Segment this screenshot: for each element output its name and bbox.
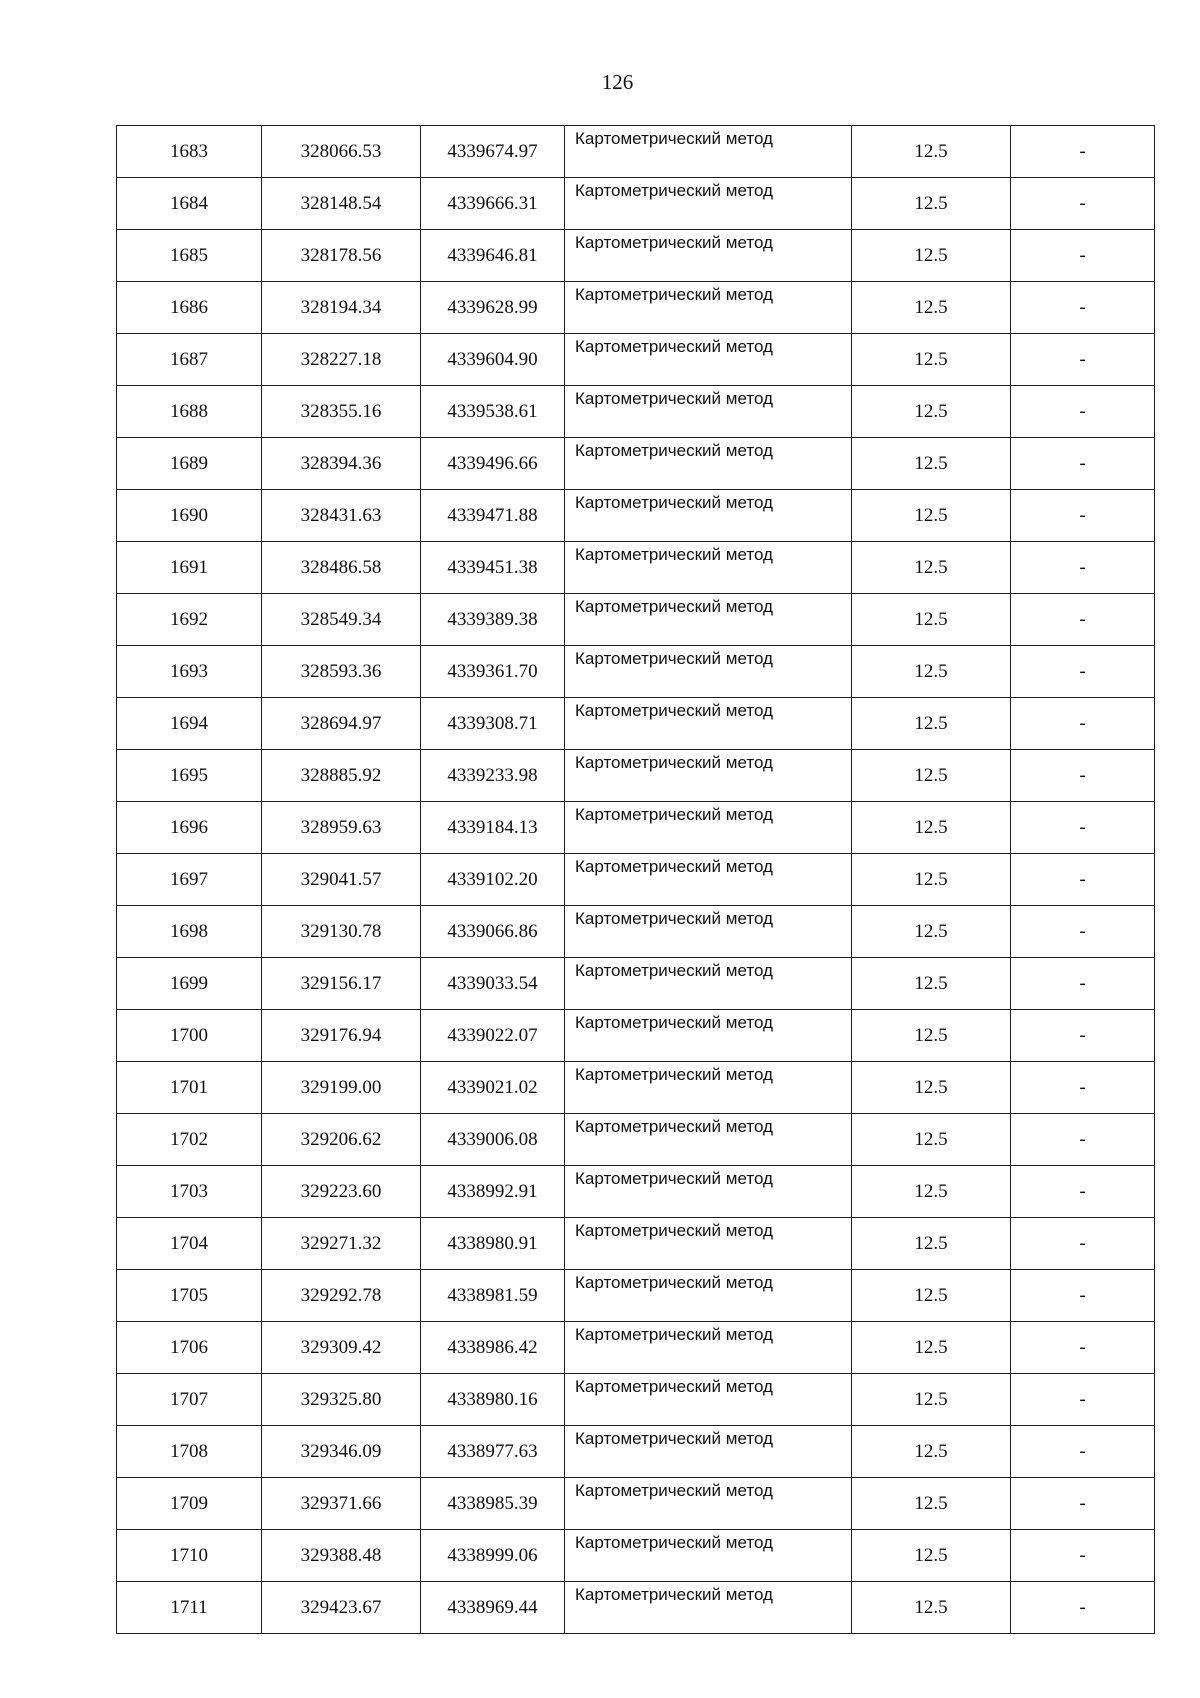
x-coordinate-cell: 328486.58	[262, 542, 421, 594]
accuracy-cell: 12.5	[852, 438, 1011, 490]
point-number-cell: 1694	[117, 698, 262, 750]
point-number-cell: 1700	[117, 1010, 262, 1062]
method-cell: Картометрический метод	[565, 1010, 852, 1062]
table-row	[117, 854, 1155, 906]
point-number-cell: 1685	[117, 230, 262, 282]
accuracy-cell: 12.5	[852, 698, 1011, 750]
x-coordinate-cell: 328593.36	[262, 646, 421, 698]
point-number-cell: 1710	[117, 1530, 262, 1582]
x-coordinate-cell: 329271.32	[262, 1218, 421, 1270]
accuracy-cell: 12.5	[852, 1322, 1011, 1374]
method-cell: Картометрический метод	[565, 1218, 852, 1270]
point-number-cell: 1704	[117, 1218, 262, 1270]
accuracy-cell: 12.5	[852, 490, 1011, 542]
x-coordinate-cell: 329371.66	[262, 1478, 421, 1530]
point-number-cell: 1688	[117, 386, 262, 438]
x-coordinate-cell: 328355.16	[262, 386, 421, 438]
x-coordinate-cell: 328959.63	[262, 802, 421, 854]
y-coordinate-cell: 4338980.91	[421, 1218, 565, 1270]
note-cell: -	[1011, 750, 1155, 802]
x-coordinate-cell: 329292.78	[262, 1270, 421, 1322]
method-cell: Картометрический метод	[565, 1270, 852, 1322]
y-coordinate-cell: 4339006.08	[421, 1114, 565, 1166]
x-coordinate-cell: 329041.57	[262, 854, 421, 906]
table-row	[117, 958, 1155, 1010]
method-cell: Картометрический метод	[565, 178, 852, 230]
table-row	[117, 1218, 1155, 1270]
note-cell: -	[1011, 334, 1155, 386]
point-number-cell: 1695	[117, 750, 262, 802]
accuracy-cell: 12.5	[852, 1114, 1011, 1166]
note-cell: -	[1011, 958, 1155, 1010]
y-coordinate-cell: 4339022.07	[421, 1010, 565, 1062]
y-coordinate-cell: 4338985.39	[421, 1478, 565, 1530]
x-coordinate-cell: 329346.09	[262, 1426, 421, 1478]
x-coordinate-cell: 329388.48	[262, 1530, 421, 1582]
note-cell: -	[1011, 230, 1155, 282]
x-coordinate-cell: 328885.92	[262, 750, 421, 802]
note-cell: -	[1011, 594, 1155, 646]
x-coordinate-cell: 329156.17	[262, 958, 421, 1010]
table-row	[117, 1374, 1155, 1426]
note-cell: -	[1011, 646, 1155, 698]
method-cell: Картометрический метод	[565, 126, 852, 178]
y-coordinate-cell: 4338986.42	[421, 1322, 565, 1374]
point-number-cell: 1689	[117, 438, 262, 490]
method-cell: Картометрический метод	[565, 1478, 852, 1530]
x-coordinate-cell: 328178.56	[262, 230, 421, 282]
point-number-cell: 1706	[117, 1322, 262, 1374]
y-coordinate-cell: 4339308.71	[421, 698, 565, 750]
point-number-cell: 1693	[117, 646, 262, 698]
x-coordinate-cell: 329325.80	[262, 1374, 421, 1426]
accuracy-cell: 12.5	[852, 854, 1011, 906]
method-cell: Картометрический метод	[565, 1530, 852, 1582]
accuracy-cell: 12.5	[852, 958, 1011, 1010]
x-coordinate-cell: 329206.62	[262, 1114, 421, 1166]
accuracy-cell: 12.5	[852, 1270, 1011, 1322]
method-cell: Картометрический метод	[565, 1582, 852, 1634]
method-cell: Картометрический метод	[565, 698, 852, 750]
table-row	[117, 230, 1155, 282]
accuracy-cell: 12.5	[852, 750, 1011, 802]
accuracy-cell: 12.5	[852, 646, 1011, 698]
accuracy-cell: 12.5	[852, 1062, 1011, 1114]
y-coordinate-cell: 4339604.90	[421, 334, 565, 386]
method-cell: Картометрический метод	[565, 1114, 852, 1166]
accuracy-cell: 12.5	[852, 1218, 1011, 1270]
method-cell: Картометрический метод	[565, 1374, 852, 1426]
note-cell: -	[1011, 126, 1155, 178]
method-cell: Картометрический метод	[565, 802, 852, 854]
table-row	[117, 1062, 1155, 1114]
accuracy-cell: 12.5	[852, 230, 1011, 282]
accuracy-cell: 12.5	[852, 1582, 1011, 1634]
table-row	[117, 178, 1155, 230]
y-coordinate-cell: 4339471.88	[421, 490, 565, 542]
table-row	[117, 750, 1155, 802]
point-number-cell: 1709	[117, 1478, 262, 1530]
y-coordinate-cell: 4338981.59	[421, 1270, 565, 1322]
y-coordinate-cell: 4339496.66	[421, 438, 565, 490]
point-number-cell: 1687	[117, 334, 262, 386]
x-coordinate-cell: 329309.42	[262, 1322, 421, 1374]
method-cell: Картометрический метод	[565, 490, 852, 542]
accuracy-cell: 12.5	[852, 386, 1011, 438]
point-number-cell: 1701	[117, 1062, 262, 1114]
table-row	[117, 542, 1155, 594]
y-coordinate-cell: 4339674.97	[421, 126, 565, 178]
point-number-cell: 1705	[117, 1270, 262, 1322]
table-row	[117, 490, 1155, 542]
accuracy-cell: 12.5	[852, 594, 1011, 646]
note-cell: -	[1011, 438, 1155, 490]
x-coordinate-cell: 328431.63	[262, 490, 421, 542]
point-number-cell: 1686	[117, 282, 262, 334]
table-row	[117, 906, 1155, 958]
point-number-cell: 1696	[117, 802, 262, 854]
table-row	[117, 438, 1155, 490]
x-coordinate-cell: 329199.00	[262, 1062, 421, 1114]
note-cell: -	[1011, 282, 1155, 334]
y-coordinate-cell: 4339666.31	[421, 178, 565, 230]
method-cell: Картометрический метод	[565, 282, 852, 334]
accuracy-cell: 12.5	[852, 1426, 1011, 1478]
table-row	[117, 282, 1155, 334]
accuracy-cell: 12.5	[852, 1010, 1011, 1062]
y-coordinate-cell: 4338977.63	[421, 1426, 565, 1478]
y-coordinate-cell: 4339361.70	[421, 646, 565, 698]
x-coordinate-cell: 328227.18	[262, 334, 421, 386]
table-row	[117, 1114, 1155, 1166]
note-cell: -	[1011, 178, 1155, 230]
y-coordinate-cell: 4339066.86	[421, 906, 565, 958]
y-coordinate-cell: 4338969.44	[421, 1582, 565, 1634]
note-cell: -	[1011, 854, 1155, 906]
note-cell: -	[1011, 802, 1155, 854]
x-coordinate-cell: 328549.34	[262, 594, 421, 646]
point-number-cell: 1690	[117, 490, 262, 542]
method-cell: Картометрический метод	[565, 594, 852, 646]
table-row	[117, 334, 1155, 386]
accuracy-cell: 12.5	[852, 542, 1011, 594]
accuracy-cell: 12.5	[852, 282, 1011, 334]
note-cell: -	[1011, 1270, 1155, 1322]
table-row	[117, 594, 1155, 646]
table-row	[117, 1478, 1155, 1530]
point-number-cell: 1702	[117, 1114, 262, 1166]
accuracy-cell: 12.5	[852, 1374, 1011, 1426]
y-coordinate-cell: 4339389.38	[421, 594, 565, 646]
accuracy-cell: 12.5	[852, 1530, 1011, 1582]
point-number-cell: 1684	[117, 178, 262, 230]
method-cell: Картометрический метод	[565, 646, 852, 698]
y-coordinate-cell: 4338980.16	[421, 1374, 565, 1426]
accuracy-cell: 12.5	[852, 334, 1011, 386]
point-number-cell: 1711	[117, 1582, 262, 1634]
note-cell: -	[1011, 1374, 1155, 1426]
point-number-cell: 1683	[117, 126, 262, 178]
note-cell: -	[1011, 1062, 1155, 1114]
x-coordinate-cell: 329223.60	[262, 1166, 421, 1218]
x-coordinate-cell: 328194.34	[262, 282, 421, 334]
point-number-cell: 1698	[117, 906, 262, 958]
coordinates-table	[116, 125, 1155, 1634]
accuracy-cell: 12.5	[852, 1166, 1011, 1218]
y-coordinate-cell: 4338992.91	[421, 1166, 565, 1218]
note-cell: -	[1011, 1166, 1155, 1218]
accuracy-cell: 12.5	[852, 1478, 1011, 1530]
y-coordinate-cell: 4338999.06	[421, 1530, 565, 1582]
y-coordinate-cell: 4339628.99	[421, 282, 565, 334]
method-cell: Картометрический метод	[565, 1062, 852, 1114]
method-cell: Картометрический метод	[565, 906, 852, 958]
note-cell: -	[1011, 906, 1155, 958]
accuracy-cell: 12.5	[852, 178, 1011, 230]
y-coordinate-cell: 4339646.81	[421, 230, 565, 282]
method-cell: Картометрический метод	[565, 1322, 852, 1374]
x-coordinate-cell: 328394.36	[262, 438, 421, 490]
method-cell: Картометрический метод	[565, 386, 852, 438]
x-coordinate-cell: 328694.97	[262, 698, 421, 750]
x-coordinate-cell: 328148.54	[262, 178, 421, 230]
table-row	[117, 646, 1155, 698]
note-cell: -	[1011, 1010, 1155, 1062]
method-cell: Картометрический метод	[565, 1426, 852, 1478]
note-cell: -	[1011, 1582, 1155, 1634]
point-number-cell: 1691	[117, 542, 262, 594]
point-number-cell: 1697	[117, 854, 262, 906]
note-cell: -	[1011, 1218, 1155, 1270]
table-row	[117, 698, 1155, 750]
y-coordinate-cell: 4339538.61	[421, 386, 565, 438]
note-cell: -	[1011, 1114, 1155, 1166]
table-row	[117, 1270, 1155, 1322]
note-cell: -	[1011, 386, 1155, 438]
y-coordinate-cell: 4339184.13	[421, 802, 565, 854]
method-cell: Картометрический метод	[565, 1166, 852, 1218]
table-row	[117, 1166, 1155, 1218]
method-cell: Картометрический метод	[565, 854, 852, 906]
point-number-cell: 1699	[117, 958, 262, 1010]
note-cell: -	[1011, 1530, 1155, 1582]
coordinates-table-body	[117, 126, 1155, 1634]
note-cell: -	[1011, 490, 1155, 542]
y-coordinate-cell: 4339233.98	[421, 750, 565, 802]
x-coordinate-cell: 328066.53	[262, 126, 421, 178]
note-cell: -	[1011, 1478, 1155, 1530]
x-coordinate-cell: 329176.94	[262, 1010, 421, 1062]
y-coordinate-cell: 4339021.02	[421, 1062, 565, 1114]
table-row	[117, 802, 1155, 854]
point-number-cell: 1692	[117, 594, 262, 646]
table-row	[117, 1322, 1155, 1374]
table-row	[117, 1530, 1155, 1582]
table-row	[117, 126, 1155, 178]
y-coordinate-cell: 4339033.54	[421, 958, 565, 1010]
method-cell: Картометрический метод	[565, 230, 852, 282]
x-coordinate-cell: 329130.78	[262, 906, 421, 958]
y-coordinate-cell: 4339451.38	[421, 542, 565, 594]
method-cell: Картометрический метод	[565, 750, 852, 802]
method-cell: Картометрический метод	[565, 438, 852, 490]
note-cell: -	[1011, 698, 1155, 750]
page-number: 126	[601, 70, 634, 94]
accuracy-cell: 12.5	[852, 906, 1011, 958]
note-cell: -	[1011, 1426, 1155, 1478]
table-row	[117, 1426, 1155, 1478]
method-cell: Картометрический метод	[565, 958, 852, 1010]
table-row	[117, 1010, 1155, 1062]
table-row	[117, 386, 1155, 438]
note-cell: -	[1011, 542, 1155, 594]
accuracy-cell: 12.5	[852, 126, 1011, 178]
x-coordinate-cell: 329423.67	[262, 1582, 421, 1634]
accuracy-cell: 12.5	[852, 802, 1011, 854]
point-number-cell: 1707	[117, 1374, 262, 1426]
note-cell: -	[1011, 1322, 1155, 1374]
y-coordinate-cell: 4339102.20	[421, 854, 565, 906]
method-cell: Картометрический метод	[565, 334, 852, 386]
table-row	[117, 1582, 1155, 1634]
point-number-cell: 1703	[117, 1166, 262, 1218]
point-number-cell: 1708	[117, 1426, 262, 1478]
method-cell: Картометрический метод	[565, 542, 852, 594]
